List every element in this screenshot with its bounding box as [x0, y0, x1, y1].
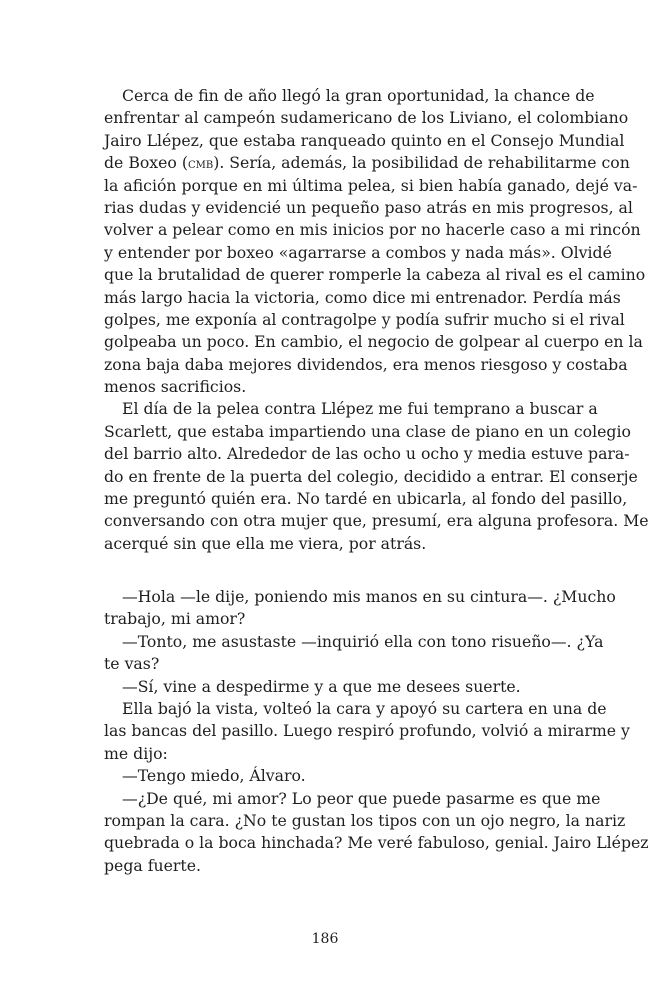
text-line: quebrada o la boca hinchada? Me veré fabuloso, genial. Jairo Llépez — [104, 833, 649, 853]
text-line: trabajo, mi amor? — [104, 609, 246, 629]
text-line: de Boxeo (cmb). Sería, además, la posibilidad de rehabilitarme con — [104, 153, 630, 173]
text-line: volver a pelear como en mis inicios por no hacerle caso a mi rincón — [104, 220, 641, 240]
text-line: menos sacrificios. — [104, 377, 247, 397]
abbreviation: cmb — [187, 154, 214, 173]
text-line: rompan la cara. ¿No te gustan los tipos con un ojo negro, la nariz — [104, 810, 626, 830]
text-line: —Tonto, me asustaste —inquirió ella con tono risueño—. ¿Ya — [122, 631, 604, 651]
text-line: y entender por boxeo «agarrarse a combos y nada más». Olvidé — [104, 242, 612, 262]
text-line: enfrentar al campeón sudamericano de los Liviano, el colombiano — [104, 108, 629, 128]
text-line: me dijo: — [104, 743, 168, 763]
text-line: —Tengo miedo, Álvaro. — [122, 766, 306, 786]
text-line: —Sí, vine a despedirme y a que me desees suerte. — [122, 676, 521, 696]
text-line: Jairo Llépez, que estaba ranqueado quinto en el Consejo Mundial — [104, 130, 625, 150]
text-block-dialogue — [104, 586, 649, 877]
text-line: Ella bajó la vista, volteó la cara y apoyó su cartera en una de — [122, 698, 607, 718]
text-line: zona baja daba mejores dividendos, era menos riesgoso y costaba — [104, 354, 628, 374]
text-line: do en frente de la puerta del colegio, decidido a entrar. El conserje — [104, 466, 638, 486]
text-line: me preguntó quién era. No tardé en ubicarla, al fondo del pasillo, — [104, 489, 628, 509]
page-number: 186 — [311, 931, 339, 947]
text-line: —¿De qué, mi amor? Lo peor que puede pasarme es que me — [122, 788, 601, 808]
text-line: la afición porque en mi última pelea, si bien había ganado, dejé va- — [104, 175, 638, 195]
text-line: golpeaba un poco. En cambio, el negocio de golpear al cuerpo en la — [104, 332, 643, 352]
text-line: que la brutalidad de querer romperle la cabeza al rival es el camino — [104, 265, 646, 285]
text-line: conversando con otra mujer que, presumí, era alguna profesora. Me — [104, 511, 649, 531]
text-line: Cerca de fin de año llegó la gran oportunidad, la chance de — [122, 86, 595, 105]
text-line: te vas? — [104, 654, 160, 674]
text-line: las bancas del pasillo. Luego respiró profundo, volvió a mirarme y — [104, 721, 630, 741]
text-line: más largo hacia la victoria, como dice mi entrenador. Perdía más — [104, 287, 621, 307]
text-line: rias dudas y evidencié un pequeño paso atrás en mis progresos, al — [104, 197, 633, 217]
text-line: del barrio alto. Alrededor de las ocho u ocho y media estuve para- — [104, 444, 630, 464]
text-line: Scarlett, que estaba impartiendo una clase de piano en un colegio — [104, 421, 631, 441]
text-line: El día de la pelea contra Llépez me fui temprano a buscar a — [122, 399, 598, 419]
text-line: acerqué sin que ella me viera, por atrás. — [104, 533, 427, 553]
text-line: pega fuerte. — [104, 855, 201, 875]
text-block-narrative — [104, 85, 649, 555]
text-line: golpes, me exponía al contragolpe y podía sufrir mucho si el rival — [104, 309, 625, 329]
text-line: —Hola —le dije, poniendo mis manos en su cintura—. ¿Mucho — [122, 587, 616, 606]
